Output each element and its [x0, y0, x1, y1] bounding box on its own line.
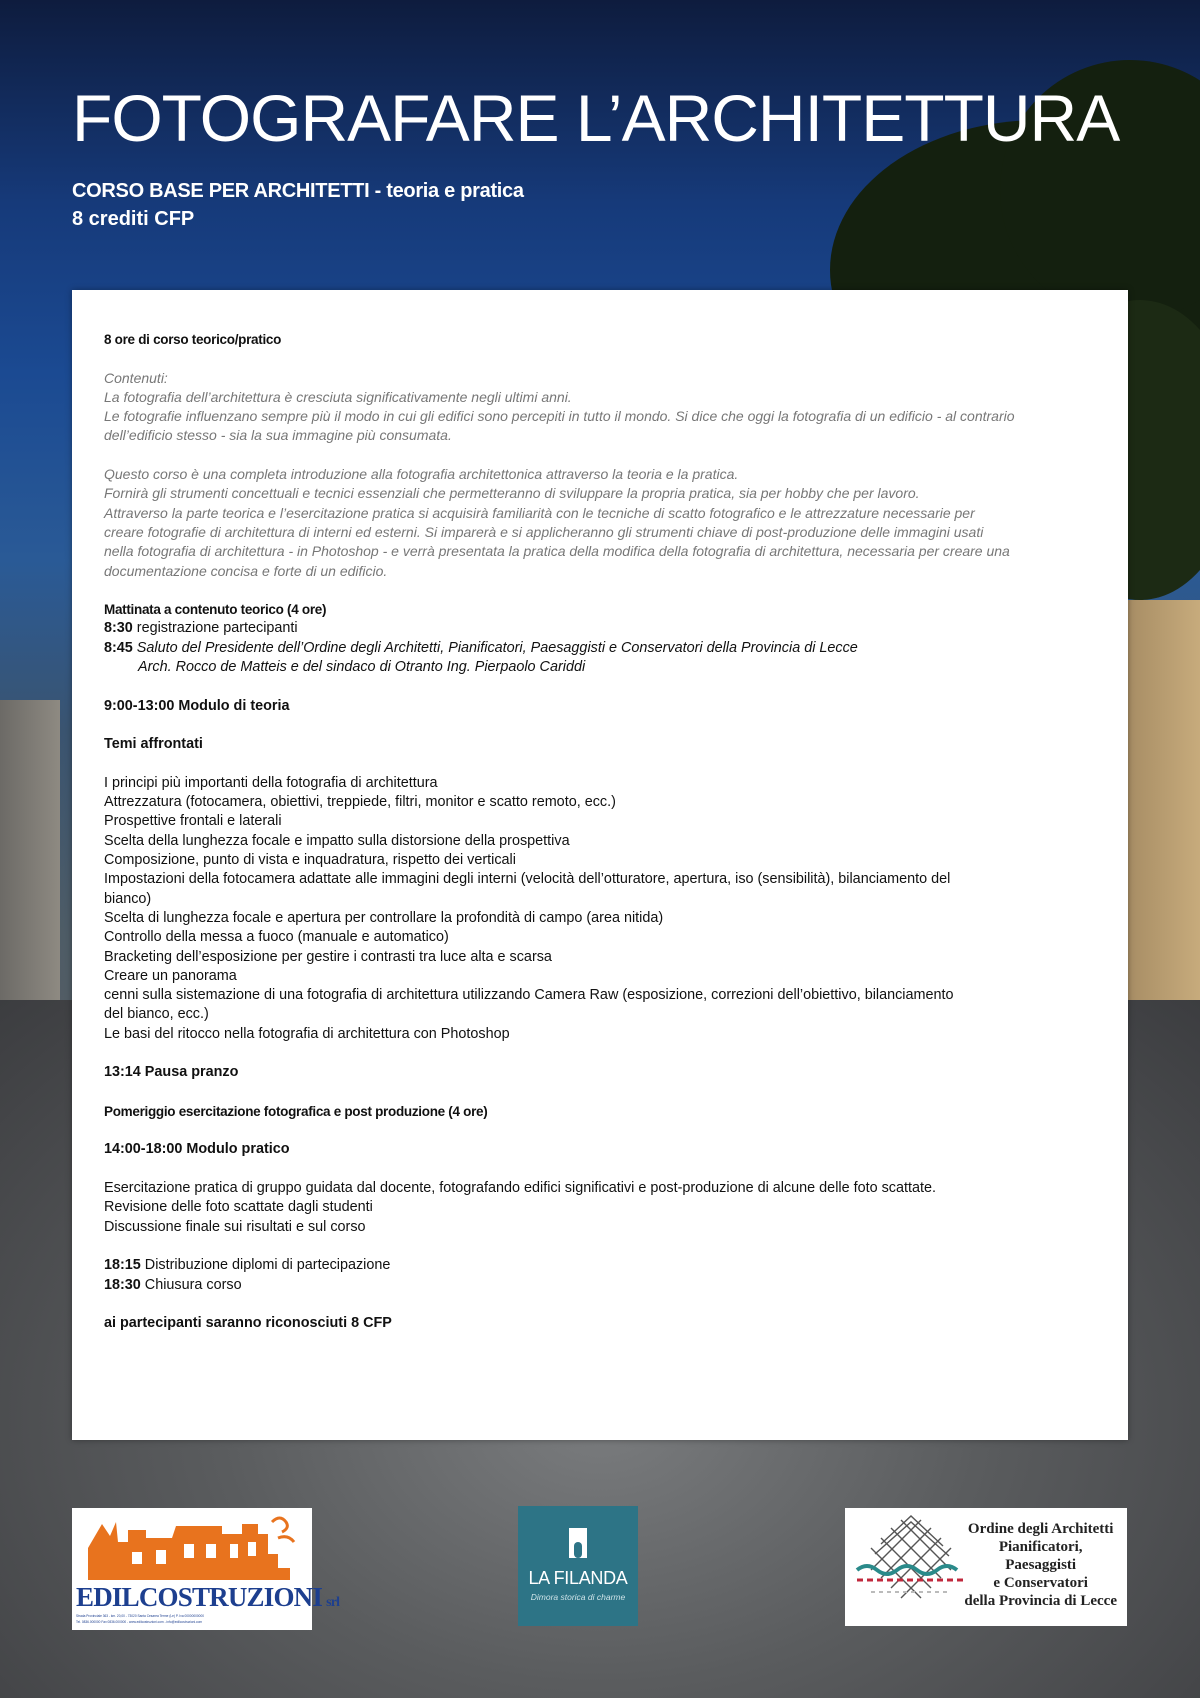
- topic-item: Le basi del ritocco nella fotografia di architettura con Photoshop: [104, 1025, 510, 1042]
- edilcostruzioni-contacts: Tel. 0836.000000 Fax 0836.000000 - www.edilcostruzioni.com - info@edilcostruzioni.com: [76, 1620, 203, 1624]
- la-filanda-logo: [518, 1506, 638, 1626]
- diploma-line: 18:15 Distribuzione diplomi di partecipazione: [104, 1257, 391, 1274]
- edilcostruzioni-address: Strada Provinciale 363 - km. 20,00 - 73020 Santa Cesarea Terme (Le) P. Iva 00000000000: [76, 1614, 204, 1618]
- contents-line: Fornirà gli strumenti concettuali e tecnici essenziali che permetteranno di sviluppare la propria pratica, sia per hobby che per lavoro.: [104, 485, 920, 502]
- contents-line: dell’edificio stesso - sia la sua immagine più consumata.: [104, 427, 452, 444]
- final-note: ai partecipanti saranno riconosciuti 8 CFP: [104, 1315, 392, 1332]
- edilcostruzioni-name: EDILCOSTRUZIONI srl: [76, 1582, 340, 1612]
- contents-line: La fotografia dell’architettura è cresciuta significativamente negli ultimi anni.: [104, 388, 572, 405]
- contents-line: documentazione concisa e forte di un edificio.: [104, 562, 388, 579]
- ordine-text: [964, 1520, 1117, 1610]
- practice-line: Discussione finale sui risultati e sul corso: [104, 1218, 366, 1235]
- intro-heading: 8 ore di corso teorico/pratico: [104, 332, 282, 347]
- ordine-line: della Provincia di Lecce: [964, 1593, 1117, 1609]
- topic-item: bianco): [104, 890, 152, 907]
- page-title: FOTOGRAFARE L’ARCHITETTURA: [72, 81, 1120, 155]
- afternoon-heading: Pomeriggio esercitazione fotografica e post produzione (4 ore): [104, 1103, 488, 1119]
- greeting-line-2: Arch. Rocco de Matteis e del sindaco di Otranto Ing. Pierpaolo Cariddi: [138, 659, 586, 676]
- practice-line: Revisione delle foto scattate dagli studenti: [104, 1199, 373, 1216]
- ordine-line: Ordine degli Architetti: [967, 1521, 1114, 1537]
- filanda-tagline: Dimora storica di charme: [530, 1592, 626, 1602]
- topics-heading: Temi affrontati: [104, 736, 203, 753]
- filanda-name: LA FILANDA: [528, 1568, 628, 1588]
- topic-item: Bracketing dell’esposizione per gestire i contrasti tra luce alta e scarsa: [104, 948, 552, 965]
- ordine-line: Paesaggisti: [1005, 1557, 1077, 1573]
- ordine-line: e Conservatori: [993, 1575, 1088, 1591]
- contents-line: creare fotografie di architettura di interni ed esterni. Si imparerà e si applicheranno gli strumenti chiave di post-produzione delle immagini usati: [104, 523, 984, 540]
- topic-item: Creare un panorama: [104, 967, 237, 984]
- topic-item: Composizione, punto di vista e inquadratura, rispetto dei verticali: [104, 852, 516, 869]
- topic-item: Prospettive frontali e laterali: [104, 813, 282, 830]
- ordine-line: Pianificatori,: [998, 1539, 1083, 1555]
- contents-line: nella fotografia di architettura - in Photoshop - e verrà presentata la pratica della modifica della fotografia di architettura, necessaria per creare una: [104, 543, 1010, 560]
- lunch-break: 13:14 Pausa pranzo: [104, 1064, 239, 1081]
- topic-item: I principi più importanti della fotografia di architettura: [104, 774, 438, 791]
- contents-line: Questo corso è una completa introduzione alla fotografia architettonica attraverso la teoria e la pratica.: [104, 466, 739, 483]
- topic-item: Controllo della messa a fuoco (manuale e automatico): [104, 929, 449, 946]
- contents-label: Contenuti:: [104, 369, 168, 386]
- practice-line: Esercitazione pratica di gruppo guidata dal docente, fotografando edifici significativi e post-produzione di alcune delle foto scattate.: [104, 1180, 936, 1197]
- topic-item: Scelta della lunghezza focale e impatto sulla distorsione della prospettiva: [104, 832, 570, 849]
- closing-line: 18:30 Chiusura corso: [104, 1276, 242, 1293]
- left-wall: [0, 700, 60, 1020]
- contents-line: Le fotografie influenzano sempre più il modo in cui gli edifici sono percepiti in tutto il mondo. Si dice che oggi la fotografia di un edificio - al contrario: [104, 408, 1015, 425]
- topic-item: Scelta di lunghezza focale e apertura per controllare la profondità di campo (area nitida): [104, 909, 664, 926]
- greeting-line: 8:45 Saluto del Presidente dell’Ordine degli Architetti, Pianificatori, Paesaggisti e Conservatori della Provincia di Lecce: [104, 639, 858, 656]
- morning-heading: Mattinata a contenuto teorico (4 ore): [104, 602, 327, 618]
- topic-item: Impostazioni della fotocamera adattate alle immagini degli interni (velocità dell’otturatore, apertura, iso (sensibilità), bilanciamento del: [104, 871, 951, 888]
- contents-line: Attraverso la parte teorica e l’esercitazione pratica si acquisirà familiarità con le tecniche di scatto fotografico e le attrezzature necessarie per: [104, 504, 975, 521]
- credits-line: 8 crediti CFP: [72, 208, 195, 230]
- ordine-architetti-logo: [845, 1508, 1127, 1626]
- ordine-lattice-icon: [851, 1508, 971, 1626]
- topic-item: Attrezzatura (fotocamera, obiettivi, treppiede, filtri, monitor e scatto remoto, ecc.): [104, 794, 616, 811]
- edilcostruzioni-logo: [72, 1508, 340, 1630]
- theory-module: 9:00-13:00 Modulo di teoria: [104, 697, 290, 714]
- topic-item: cenni sulla sistemazione di una fotografia di architettura utilizzando Camera Raw (esposizione, correzioni dell’obiettivo, bilanciamento: [104, 987, 954, 1004]
- practice-module: 14:00-18:00 Modulo pratico: [104, 1141, 290, 1158]
- course-subtitle: CORSO BASE PER ARCHITETTI - teoria e pratica: [72, 180, 524, 202]
- filanda-gate-icon: [518, 1506, 638, 1626]
- topic-item: del bianco, ecc.): [104, 1006, 209, 1023]
- program-panel: [72, 290, 1128, 1440]
- registration-line: 8:30 registrazione partecipanti: [104, 620, 298, 637]
